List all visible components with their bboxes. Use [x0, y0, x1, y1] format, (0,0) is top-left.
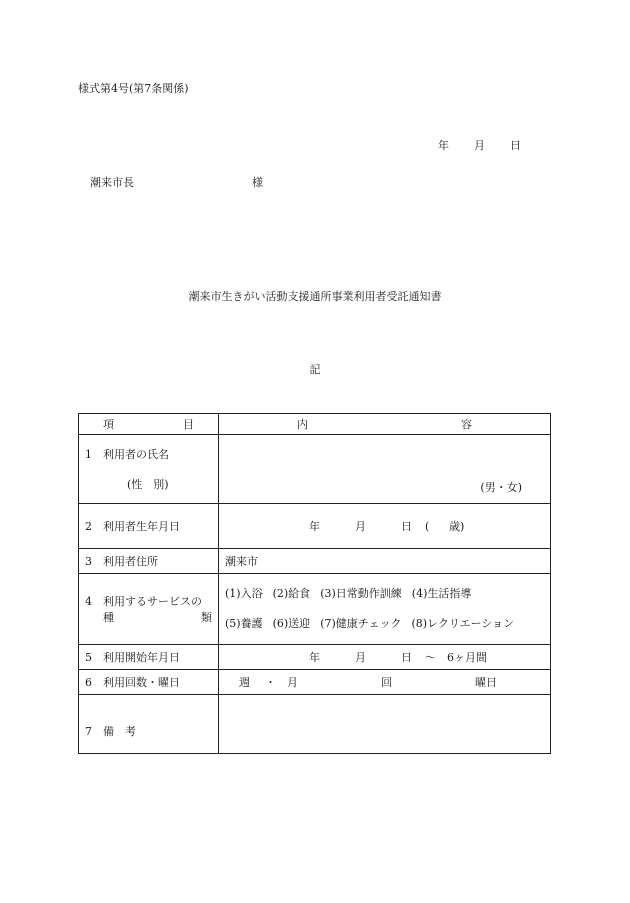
addressee: [90, 174, 263, 190]
name-value-cell[interactable]: [219, 435, 551, 504]
freq-week: 週: [239, 676, 250, 689]
date-day-label: 日: [510, 139, 521, 152]
table-row: [79, 504, 551, 549]
birth-label-cell: [79, 504, 219, 549]
table-row: [79, 645, 551, 670]
name-label-cell: [79, 435, 219, 504]
notes-label-cell: [79, 695, 219, 754]
address-value-cell[interactable]: [219, 549, 551, 574]
service-option-transport[interactable]: (6)送迎: [272, 617, 311, 630]
freq-value-cell[interactable]: [219, 670, 551, 695]
row-number: 3: [85, 555, 92, 568]
service-option-care[interactable]: (5)養護: [225, 617, 263, 630]
birth-month: 月: [355, 520, 366, 533]
start-value-cell[interactable]: [219, 645, 551, 670]
name-label: 利用者の氏名: [103, 448, 169, 461]
service-label-cell: [79, 574, 219, 645]
service-option-health-check[interactable]: (7)健康チェック: [320, 617, 402, 630]
freq-month: 月: [287, 676, 298, 689]
table-row: [79, 695, 551, 754]
table-row: [79, 549, 551, 574]
address-value: 潮来市: [225, 555, 258, 568]
date-year-label: 年: [438, 139, 449, 152]
sama-label: 様: [252, 176, 263, 189]
ki-label: 記: [309, 363, 321, 376]
freq-times: 回: [381, 676, 392, 689]
header-content: [219, 414, 551, 435]
service-option-meal[interactable]: (2)給食: [272, 587, 311, 600]
age-open: (: [425, 520, 430, 533]
row-number: 2: [85, 520, 92, 533]
service-label-a: 利用するサービスの: [103, 595, 202, 608]
freq-weekday: 曜日: [475, 676, 497, 689]
row-number: 7: [85, 725, 92, 738]
age-label: 歳): [449, 520, 465, 533]
birth-year: 年: [309, 520, 320, 533]
row-number: 6: [85, 676, 92, 689]
service-value-cell: [219, 574, 551, 645]
service-label-b1: 種: [103, 611, 114, 624]
start-label: 利用開始年月日: [103, 651, 180, 664]
header-item-a: 項: [103, 418, 114, 431]
birth-day: 日: [401, 520, 412, 533]
service-label-b2: 類: [201, 611, 212, 624]
notes-value-cell[interactable]: [219, 695, 551, 754]
start-year: 年: [309, 651, 320, 664]
birth-label: 利用者生年月日: [103, 520, 180, 533]
form-number: 様式第4号(第7条関係): [78, 82, 189, 95]
start-day: 日: [401, 651, 412, 664]
table-header-row: [79, 414, 551, 435]
items-table: [78, 413, 551, 754]
mayor-label: 潮来市長: [90, 176, 134, 189]
header-item-b: 目: [183, 418, 194, 431]
start-month: 月: [355, 651, 366, 664]
row-number: 1: [85, 448, 92, 461]
header-content-a: 内: [297, 418, 308, 431]
document-title: 潮来市生きがい活動支援通所事業利用者受託通知書: [188, 290, 442, 303]
start-period: 6ヶ月間: [447, 651, 487, 664]
freq-label: 利用回数・曜日: [103, 676, 180, 689]
address-label-cell: [79, 549, 219, 574]
start-label-cell: [79, 645, 219, 670]
gender-sub-label: (性 別): [127, 478, 169, 491]
table-row: [79, 574, 551, 645]
notes-label: 備 考: [103, 725, 136, 738]
service-options-line-1: [225, 579, 544, 609]
date-month-label: 月: [474, 139, 485, 152]
service-option-life-guidance[interactable]: (4)生活指導: [411, 587, 472, 600]
header-item: [79, 414, 219, 435]
start-tilde: 〜: [425, 651, 436, 664]
table-row: [79, 670, 551, 695]
header-content-b: 容: [461, 418, 472, 431]
freq-label-cell: [79, 670, 219, 695]
birth-value-cell[interactable]: [219, 504, 551, 549]
service-options-line-2: [225, 609, 544, 639]
address-label: 利用者住所: [103, 555, 158, 568]
service-option-recreation[interactable]: (8)レクリエーション: [411, 617, 515, 630]
row-number: 5: [85, 651, 92, 664]
service-option-daily-training[interactable]: (3)日常動作訓練: [320, 587, 402, 600]
freq-dot: ・: [265, 676, 276, 689]
service-option-bath[interactable]: (1)入浴: [225, 587, 263, 600]
table-row: [79, 435, 551, 504]
gender-choice[interactable]: (男・女): [480, 481, 522, 494]
date-line: [438, 137, 521, 153]
row-number: 4: [85, 595, 92, 608]
